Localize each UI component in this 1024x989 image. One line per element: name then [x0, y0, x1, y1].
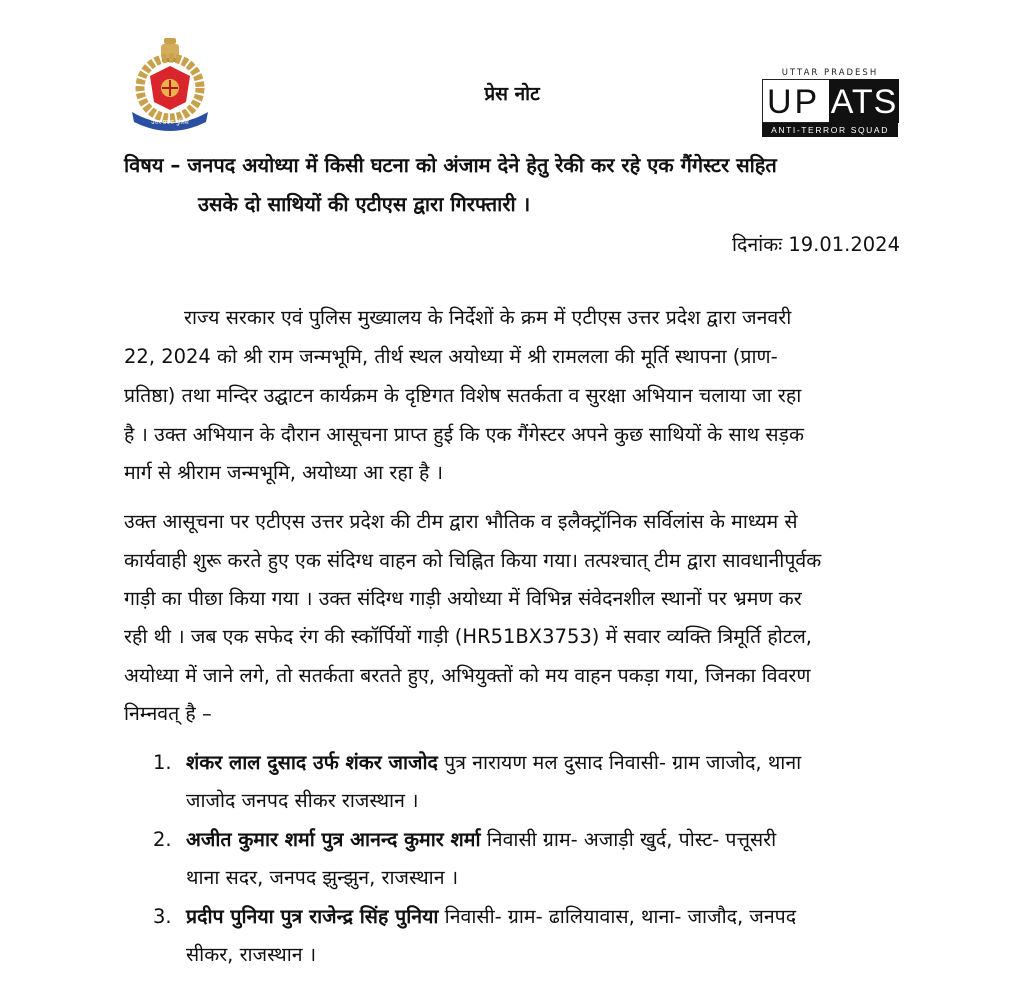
- paragraph-1-line: मार्ग से श्रीराम जन्मभूमि, अयोध्या आ रहा है ।: [124, 461, 443, 484]
- accused-line: [186, 827, 776, 853]
- accused-name: प्रदीप पुनिया पुत्र राजेन्द्र सिंह पुनिया: [186, 905, 439, 928]
- accused-address: जाजोद जनपद सीकर राजस्थान ।: [186, 789, 419, 812]
- subject-line-1: विषय – जनपद अयोध्या में किसी घटना को अंजाम देने हेतु रेकी कर रहे एक गैंगेस्टर सहित: [124, 153, 777, 177]
- accused-name: शंकर लाल दुसाद उर्फ शंकर जाजोद: [186, 751, 438, 774]
- list-number: 2.: [153, 828, 172, 851]
- accused-details: निवासी ग्राम- अजाड़ी खुर्द, पोस्ट- पत्तूसरी: [480, 828, 777, 851]
- list-number: 3.: [153, 905, 172, 928]
- paragraph-2-line: निम्नवत् है –: [124, 702, 212, 725]
- ats-logo-top-text: UTTAR PRADESH: [781, 68, 879, 78]
- paragraph-2-line: अयोध्या में जाने लगे, तो सतर्कता बरतते हुए, अभियुक्तों को मय वाहन पकड़ा गया, जिनका विवरण: [124, 664, 811, 687]
- accused-details: पुत्र नारायण मल दुसाद निवासी- ग्राम जाजोद, थाना: [437, 751, 802, 774]
- up-ats-logo: [762, 67, 898, 137]
- paragraph-1-line: 22, 2024 को श्री राम जन्मभूमि, तीर्थ स्थल अयोध्या में श्री रामलला की मूर्ति स्थापना (प्राण-: [124, 345, 778, 368]
- list-number: 1.: [153, 751, 172, 774]
- paragraph-2-line: उक्त आसूचना पर एटीएस उत्तर प्रदेश की टीम द्वारा भौतिक व इलैक्ट्रॉनिक सर्विलांस के माध्यम से: [124, 510, 798, 533]
- press-note-date: दिनांकः 19.01.2024: [731, 233, 900, 256]
- paragraph-1-line: प्रतिष्ठा) तथा मन्दिर उद्घाटन कार्यक्रम के दृष्टिगत विशेष सतर्कता व सुरक्षा अभियान चलाया जा रहा: [124, 384, 802, 407]
- accused-details: निवासी- ग्राम- ढालियावास, थाना- जाजौद, जनपद: [438, 905, 797, 928]
- accused-line: [186, 904, 796, 930]
- paragraph-2-line: रही थी । जब एक सफेद रंग की स्कॉर्पियों गाड़ी (HR51BX3753) में सवार व्यक्ति त्रिमूर्ति होटल,: [124, 625, 812, 648]
- paragraph-1-line: है । उक्त अभियान के दौरान आसूचना प्राप्त हुई कि एक गैंगेस्टर अपने कुछ साथियों के साथ सड़क: [124, 423, 804, 446]
- paragraph-2-line: कार्यवाही शुरू करते हुए एक संदिग्ध वाहन को चिह्नित किया गया। तत्पश्चात् टीम द्वारा सावधानीपूर्वक: [124, 549, 822, 572]
- paragraph-1-line: राज्य सरकार एवं पुलिस मुख्यालय के निर्देशों के क्रम में एटीएस उत्तर प्रदेश द्वारा जनवरी: [184, 306, 792, 329]
- subject-line-2: उसके दो साथियों की एटीएस द्वारा गिरफ्तारी ।: [198, 192, 531, 216]
- ats-logo-ats-text: ATS: [829, 79, 899, 123]
- ats-logo-bottom-text: ANTI-TERROR SQUAD: [762, 123, 898, 137]
- emblem-ribbon-text: उत्तर प्रदेश पुलिस: [151, 119, 189, 126]
- ats-logo-up-text: UP: [767, 83, 821, 121]
- ats-logo-box: [762, 79, 898, 123]
- page-title: प्रेस नोट: [484, 83, 540, 105]
- accused-name: अजीत कुमार शर्मा पुत्र आनन्द कुमार शर्मा: [186, 828, 481, 851]
- accused-line: [186, 750, 801, 776]
- accused-address: थाना सदर, जनपद झुन्झुन, राजस्थान ।: [186, 866, 459, 889]
- paragraph-2-line: गाड़ी का पीछा किया गया । उक्त संदिग्ध गाड़ी अयोध्या में विभिन्न संवेदनशील स्थानों पर भ्रमण कर: [124, 587, 802, 610]
- accused-address: सीकर, राजस्थान ।: [186, 943, 317, 966]
